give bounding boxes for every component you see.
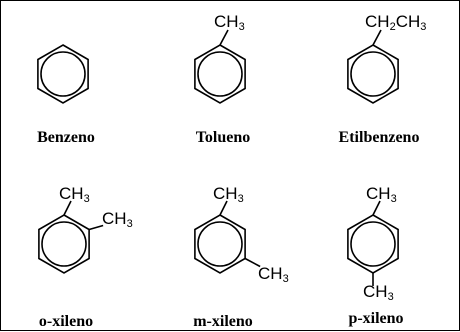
compound-name-o-xileno: o-xileno <box>38 313 94 330</box>
m-xileno-aromatic-circle <box>198 222 242 266</box>
m-xileno-methyl-2-label: $CH_3$ <box>258 264 289 285</box>
m-xileno-methyl-1-label: $CH_3$ <box>213 184 244 205</box>
o-xileno-ring <box>39 215 89 273</box>
p-xileno-methyl-1-label: $CH_3$ <box>366 184 397 205</box>
m-xileno-methyl-1-bond <box>220 201 227 215</box>
tolueno-methyl-bond <box>220 30 228 45</box>
compound-name-p-xileno: p-xileno <box>348 310 404 327</box>
benzeno-aromatic-circle <box>41 52 85 96</box>
compound-name-m-xileno: m-xileno <box>193 313 253 330</box>
p-xileno-methyl-2-label: $CH_3$ <box>363 282 394 303</box>
o-xileno-methyl-2-label: $CH_3$ <box>102 209 133 230</box>
m-xileno-ring <box>195 215 245 273</box>
o-xileno-methyl-2-bond <box>89 226 103 230</box>
p-xileno-methyl-1-bond <box>373 201 380 215</box>
p-xileno-ring <box>348 215 398 273</box>
tolueno-methyl-label: $CH_3$ <box>214 12 245 33</box>
etilbenzeno-ethyl-label: $CH_2CH_3$ <box>365 12 427 33</box>
o-xileno-aromatic-circle <box>42 222 86 266</box>
compound-name-etilbenzeno: Etilbenzeno <box>338 129 420 146</box>
p-xileno-aromatic-circle <box>351 222 395 266</box>
etilbenzeno-ethyl-bond <box>373 30 381 45</box>
benzeno-ring <box>38 45 88 103</box>
o-xileno-methyl-1-bond <box>64 201 71 215</box>
compound-name-benzeno: Benzeno <box>37 129 95 146</box>
etilbenzeno-ring <box>348 45 398 103</box>
etilbenzeno-aromatic-circle <box>351 52 395 96</box>
tolueno-aromatic-circle <box>198 52 242 96</box>
tolueno-ring <box>195 45 245 103</box>
o-xileno-methyl-1-label: $CH_3$ <box>59 184 90 205</box>
compound-name-tolueno: Tolueno <box>195 129 251 146</box>
